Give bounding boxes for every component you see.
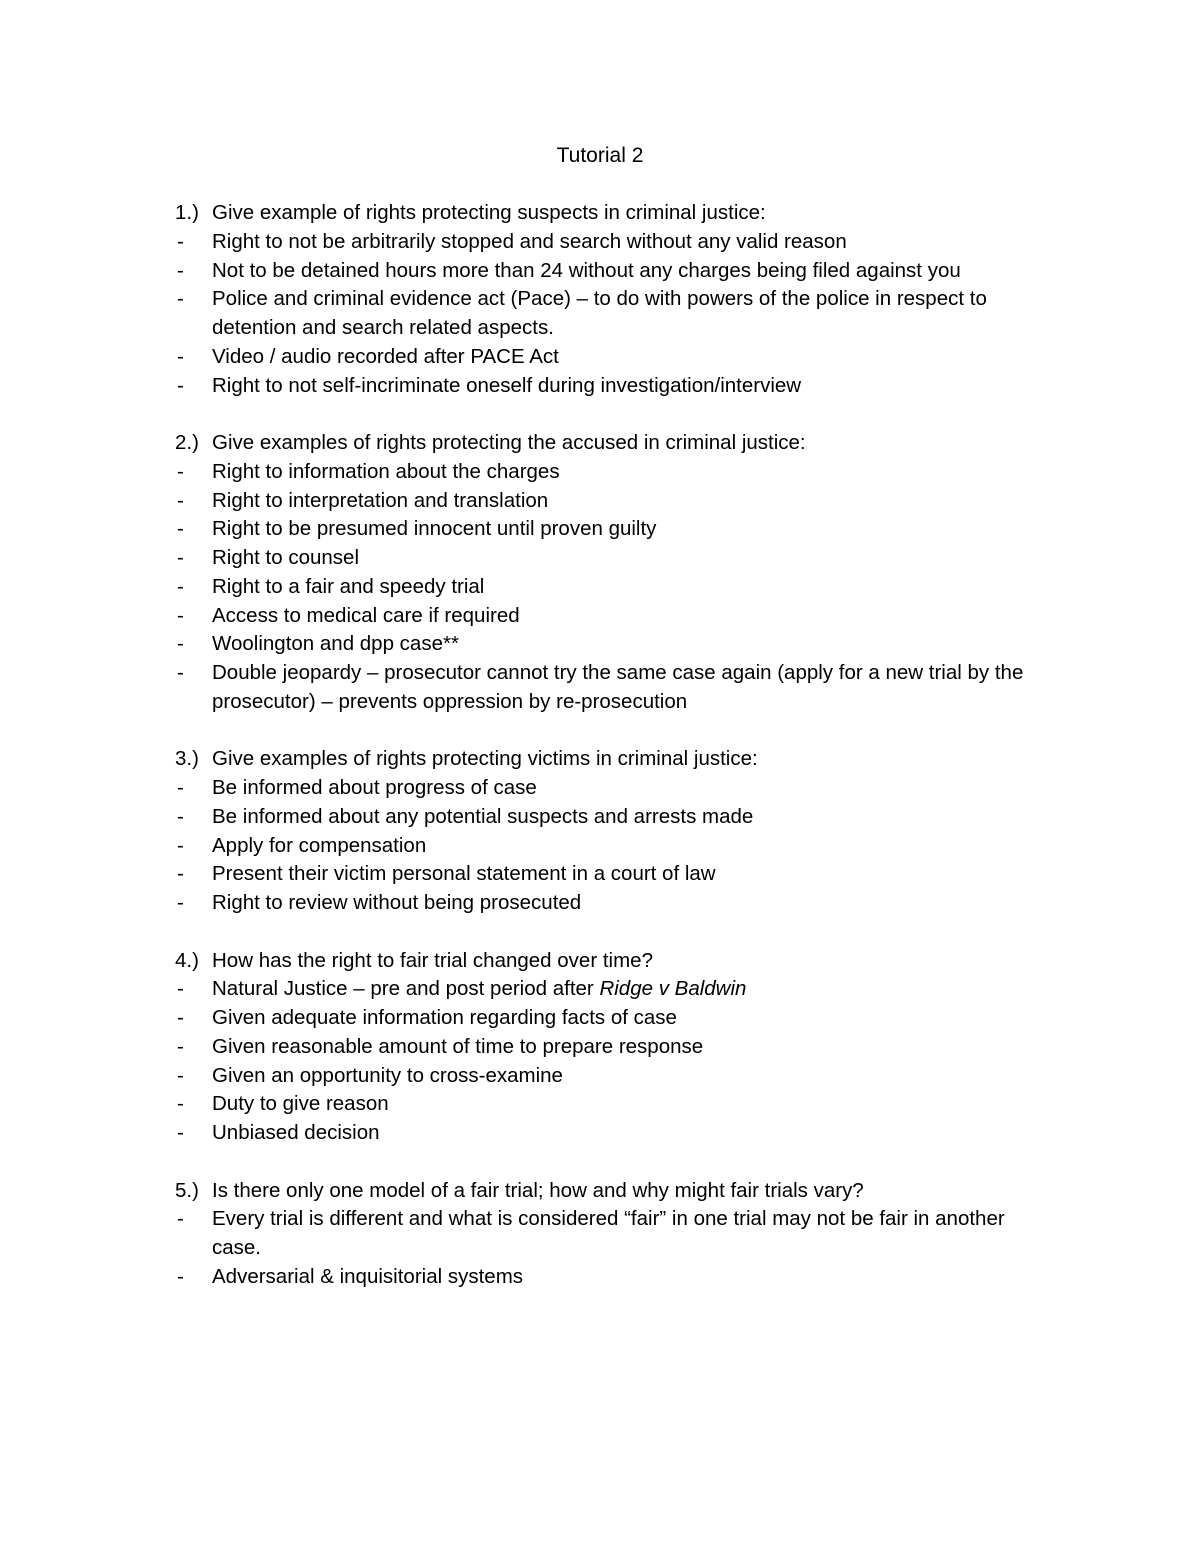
list-item [175,1263,1055,1292]
item-text: Double jeopardy – prosecutor cannot try the same case again (apply for a new trial by the prosecutor) – prevents oppression by re-prosecution [212,661,1024,713]
item-text: Duty to give reason [212,1092,389,1116]
bullet-dash: - [177,574,184,598]
item-text: Right to interpretation and translation [212,488,549,512]
bullet-dash: - [177,287,184,311]
item-text: Woolington and dpp case** [212,632,459,656]
bullet-dash: - [177,229,184,253]
section-4 [175,947,1055,1148]
bullet-dash: - [177,517,184,541]
item-text: Right to not self-incriminate oneself during investigation/interview [212,373,802,397]
bullet-dash: - [177,488,184,512]
case-citation: Ridge v Baldwin [599,977,747,1001]
item-text: Right to information about the charges [212,459,560,483]
item-text: Right to be presumed innocent until proven guilty [212,517,657,541]
question-4 [175,947,1055,976]
bullet-dash: - [177,1092,184,1116]
item-text: Video / audio recorded after PACE Act [212,344,559,368]
section-5 [175,1177,1055,1292]
list-item [175,889,1055,918]
question-number: 1.) [175,201,199,224]
question-number: 5.) [175,1178,199,1202]
list-item [175,372,1055,401]
item-text: Present their victim personal statement in a court of law [212,862,716,886]
list-item [175,257,1055,286]
bullet-dash: - [177,373,184,397]
question-1 [175,199,1055,228]
bullet-dash: - [177,546,184,569]
bullet-dash: - [177,804,184,828]
question-text: Is there only one model of a fair trial; how and why might fair trials vary? [212,1178,864,1202]
list-item [175,975,1055,1004]
section-2 [175,429,1055,717]
list-item [175,458,1055,487]
bullet-dash: - [177,1034,184,1058]
item-text: Right to counsel [212,546,360,569]
list-item [175,803,1055,832]
item-text: Given an opportunity to cross-examine [212,1063,563,1087]
list-item [175,544,1055,573]
bullet-dash: - [177,632,184,656]
question-text: Give example of rights protecting suspects in criminal justice: [212,201,766,224]
question-3 [175,745,1055,774]
list-item [175,659,1055,717]
list-item [175,1062,1055,1091]
question-text: Give examples of rights protecting the accused in criminal justice: [212,431,806,454]
section-3 [175,745,1055,918]
item-text: Be informed about any potential suspects and arrests made [212,804,754,828]
list-item [175,573,1055,602]
item-text: Right to not be arbitrarily stopped and search without any valid reason [212,229,847,253]
item-text: Right to review without being prosecuted [212,891,582,914]
list-item [175,228,1055,257]
bullet-dash: - [177,258,184,282]
item-text: Given reasonable amount of time to prepare response [212,1034,704,1058]
bullet-dash: - [177,1264,184,1288]
item-text: Police and criminal evidence act (Pace) – to do with powers of the police in respect to detention and search related aspects. [212,287,987,339]
list-item [175,1119,1055,1148]
bullet-dash: - [177,661,184,684]
question-number: 4.) [175,948,199,972]
list-item [175,487,1055,516]
item-text: Access to medical care if required [212,603,520,627]
bullet-dash: - [177,977,184,1001]
question-text: Give examples of rights protecting victims in criminal justice: [212,747,758,771]
bullet-dash: - [177,1063,184,1087]
list-item [175,1033,1055,1062]
item-text: Right to a fair and speedy trial [212,574,485,598]
list-item [175,1090,1055,1119]
item-text: Unbiased decision [212,1121,380,1144]
item-text: Not to be detained hours more than 24 without any charges being filed against you [212,258,961,282]
item-text: Every trial is different and what is considered “fair” in one trial may not be fair in another case. [212,1207,1005,1259]
bullet-dash: - [177,603,184,627]
list-item [175,774,1055,803]
list-item [175,515,1055,544]
item-text: Apply for compensation [212,833,427,857]
bullet-dash: - [177,862,184,886]
list-item [175,1004,1055,1033]
list-item [175,343,1055,372]
item-text: Adversarial & inquisitorial systems [212,1264,524,1288]
question-text: How has the right to fair trial changed over time? [212,948,653,972]
document-body [175,199,1055,1320]
item-text: Natural Justice – pre and post period after [212,977,600,1001]
list-item [175,832,1055,861]
item-text: Be informed about progress of case [212,776,537,799]
question-number: 3.) [175,747,199,771]
question-2 [175,429,1055,458]
bullet-dash: - [177,1121,184,1144]
list-item [175,1205,1055,1263]
bullet-dash: - [177,776,184,799]
list-item [175,860,1055,889]
bullet-dash: - [177,344,184,368]
item-text: Given adequate information regarding facts of case [212,1006,677,1029]
bullet-dash: - [177,833,184,857]
section-1 [175,199,1055,400]
bullet-dash: - [177,1207,184,1231]
list-item [175,602,1055,631]
bullet-dash: - [177,891,184,914]
page-title: Tutorial 2 [556,144,644,167]
question-number: 2.) [175,431,199,454]
bullet-dash: - [177,1006,184,1029]
question-5 [175,1177,1055,1206]
list-item [175,630,1055,659]
list-item [175,285,1055,343]
bullet-dash: - [177,459,184,483]
